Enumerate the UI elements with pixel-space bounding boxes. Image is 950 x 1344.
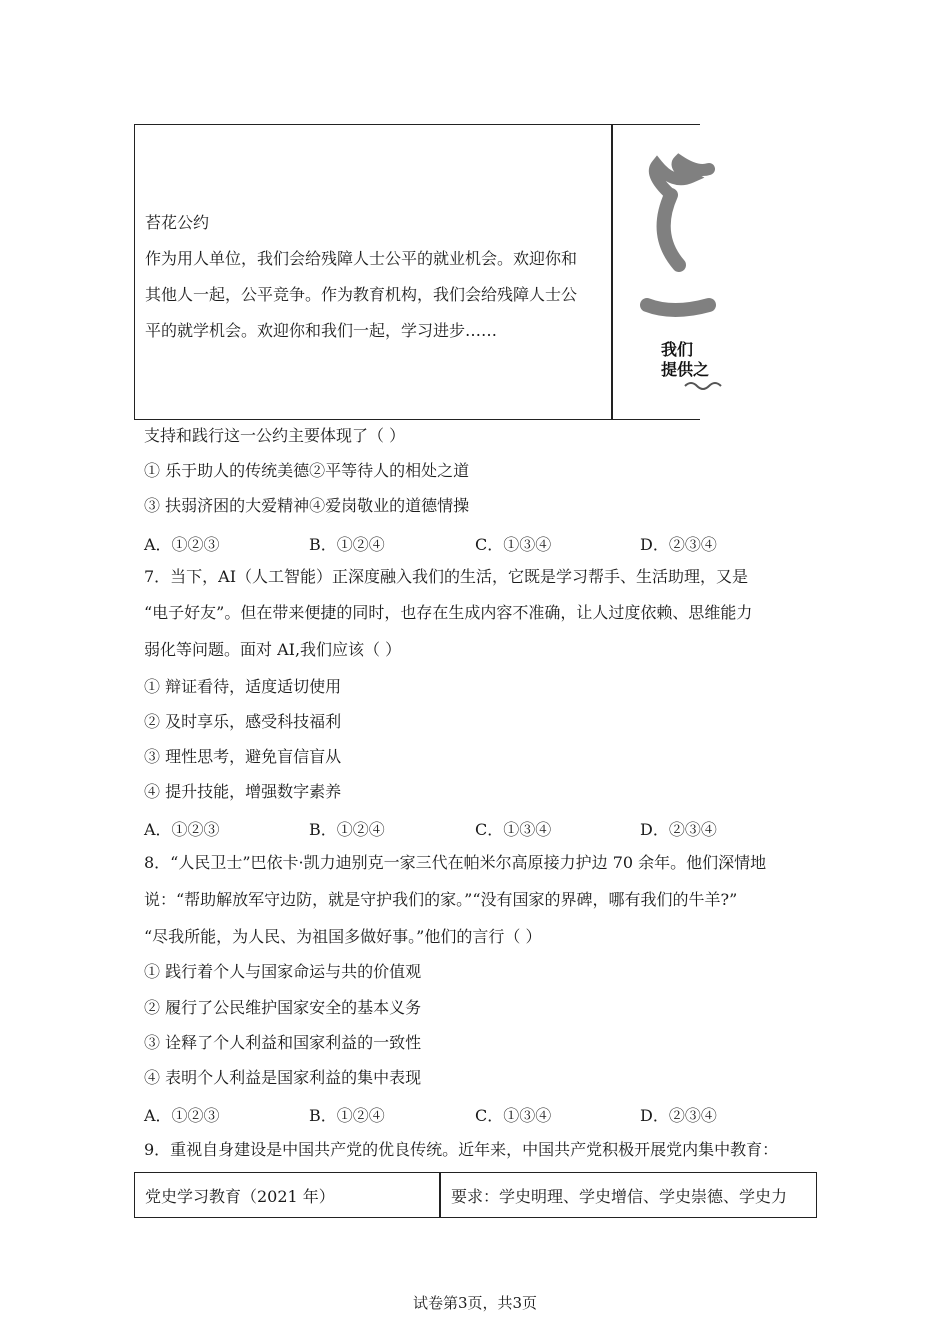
poster-line-1: 作为用人单位，我们会给残障人士公平的就业机会。欢迎你和: [145, 249, 578, 268]
q7-stem-3: 弱化等问题。面对 AI,我们应该（ ）: [144, 640, 402, 659]
wave-mark-icon: [683, 379, 723, 393]
logo-text-line-2: 提供之: [661, 360, 710, 379]
q6-stem: 支持和践行这一公约主要体现了（ ）: [144, 426, 406, 445]
q9-stem: 9．重视自身建设是中国共产党的优良传统。近年来，中国共产党积极开展党内集中教育：: [144, 1140, 779, 1159]
q8-stem-2: 说：“帮助解放军守边防，就是守护我们的家。”“没有国家的界碑，哪有我们的牛羊?”: [144, 890, 738, 909]
q6-option-a[interactable]: A．①②③: [144, 535, 220, 554]
q9-table: [134, 1172, 817, 1218]
q9-table-divider: [439, 1173, 441, 1217]
q7-stem-1: 7．当下，AI（人工智能）正深度融入我们的生活，它既是学习帮手、生活助理，又是: [144, 567, 749, 586]
q8-item-2: ② 履行了公民维护国家安全的基本义务: [144, 998, 422, 1017]
q7-item-3: ③ 理性思考，避免盲信盲从: [144, 747, 342, 766]
moss-flower-logo-icon: [613, 155, 703, 325]
page-footer: 试卷第3页，共3页: [412, 1294, 538, 1312]
poster-text: [145, 205, 605, 349]
q9-table-name-cell: 党史学习教育（2021 年）: [145, 1187, 335, 1206]
poster-line-2: 其他人一起，公平竞争。作为教育机构，我们会给残障人士公: [145, 285, 578, 304]
q7-option-c[interactable]: C．①③④: [475, 820, 552, 839]
q8-option-a[interactable]: A．①②③: [144, 1106, 220, 1125]
q6-option-c[interactable]: C．①③④: [475, 535, 552, 554]
poster-line-3: 平的就学机会。欢迎你和我们一起，学习进步……: [145, 321, 498, 340]
poster-logo-panel: [613, 125, 710, 419]
poster-title: 苔花公约: [145, 213, 210, 232]
q8-stem-1: 8．“人民卫士”巴依卡·凯力迪别克一家三代在帕米尔高原接力护边 70 余年。他们深情地: [144, 853, 767, 872]
q7-option-a[interactable]: A．①②③: [144, 820, 220, 839]
q7-option-d[interactable]: D．②③④: [640, 820, 717, 839]
q6-option-b[interactable]: B．①②④: [309, 535, 385, 554]
q8-option-c[interactable]: C．①③④: [475, 1106, 552, 1125]
q6-option-d[interactable]: D．②③④: [640, 535, 717, 554]
q7-option-b[interactable]: B．①②④: [309, 820, 385, 839]
logo-text-line-1: 我们: [661, 340, 694, 359]
q8-item-3: ③ 诠释了个人利益和国家利益的一致性: [144, 1033, 422, 1052]
q7-item-4: ④ 提升技能，增强数字素养: [144, 782, 342, 801]
q6-item-1: ① 乐于助人的传统美德②平等待人的相处之道: [144, 461, 470, 480]
q8-item-4: ④ 表明个人利益是国家利益的集中表现: [144, 1068, 422, 1087]
q7-stem-2: “电子好友”。但在带来便捷的同时，也存在生成内容不准确，让人过度依赖、思维能力: [144, 603, 753, 622]
q8-option-b[interactable]: B．①②④: [309, 1106, 385, 1125]
q8-option-d[interactable]: D．②③④: [640, 1106, 717, 1125]
poster-box: [134, 124, 710, 420]
q8-stem-3: “尽我所能，为人民、为祖国多做好事。”他们的言行（ ）: [144, 927, 542, 946]
q7-item-2: ② 及时享乐，感受科技福利: [144, 712, 342, 731]
q9-table-requirement-cell: 要求：学史明理、学史增信、学史崇德、学史力: [451, 1187, 788, 1206]
q7-item-1: ① 辩证看待，适度适切使用: [144, 677, 342, 696]
q6-item-2: ③ 扶弱济困的大爱精神④爱岗敬业的道德情操: [144, 496, 470, 515]
q8-item-1: ① 践行着个人与国家命运与共的价值观: [144, 962, 422, 981]
